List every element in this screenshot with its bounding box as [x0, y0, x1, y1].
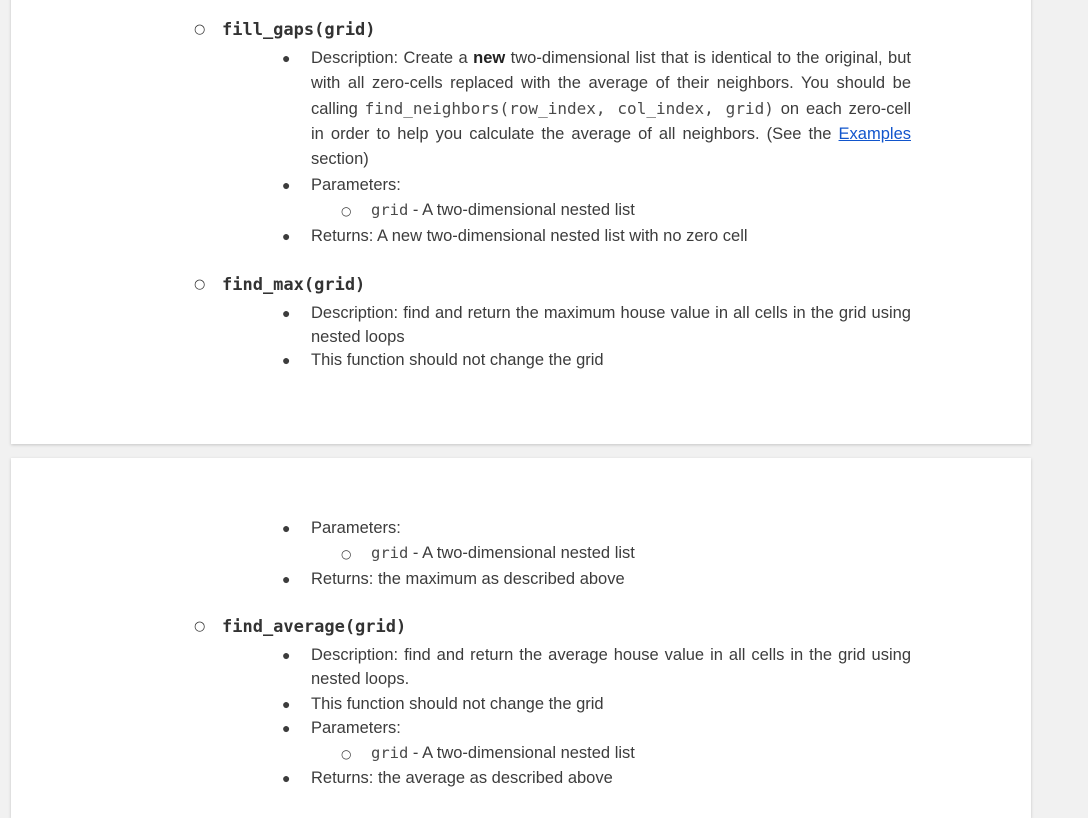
fill-gaps-parameters: ● Parameters: [311, 173, 911, 197]
hollow-bullet-icon: ○ [194, 619, 206, 634]
hollow-bullet-icon: ○ [194, 22, 206, 37]
bullet-icon: ● [282, 520, 291, 536]
find-max-description: ● Description: find and return the maximum house value in all cells in the grid using nested loops [311, 301, 911, 349]
fill-gaps-returns: ● Returns: A new two-dimensional nested list with no zero cell [311, 224, 911, 248]
bullet-icon: ● [282, 720, 291, 736]
bullet-icon: ● [282, 228, 291, 244]
hollow-bullet-icon: ○ [194, 277, 206, 292]
find-max-note: ● This function should not change the grid [311, 348, 911, 372]
fill-gaps-heading: ○ fill_gaps(grid) [194, 20, 376, 40]
bullet-icon: ● [282, 571, 291, 587]
bullet-icon: ● [282, 305, 291, 321]
find-average-note: ● This function should not change the grid [311, 692, 911, 716]
find-max-param-grid: ○ grid - A two-dimensional nested list [371, 541, 635, 565]
hollow-bullet-icon: ○ [341, 547, 352, 561]
examples-link[interactable]: Examples [838, 125, 911, 143]
find-average-returns: ● Returns: the average as described above [311, 766, 911, 790]
bullet-icon: ● [282, 770, 291, 786]
find-average-param-grid: ○ grid - A two-dimensional nested list [371, 741, 635, 765]
bullet-icon: ● [282, 50, 291, 66]
bullet-icon: ● [282, 177, 291, 193]
hollow-bullet-icon: ○ [341, 747, 352, 761]
find-max-parameters: ● Parameters: [311, 516, 911, 540]
bullet-icon: ● [282, 352, 291, 368]
hollow-bullet-icon: ○ [341, 204, 352, 218]
fill-gaps-param-grid: ○ grid - A two-dimensional nested list [371, 198, 635, 222]
find-average-description: ● Description: find and return the average house value in all cells in the grid using nested loops. [311, 643, 911, 691]
document-page-2 [11, 458, 1031, 818]
fill-gaps-description: ● Description: Create a new two-dimensional list that is identical to the original, but with all zero-cells replaced with the average of their neighbors. You should be calling find_neighbors(row_index, col_index, grid) on each zero-cell in order to help you calculate the average of all neighbors. (See the Examples section) [311, 46, 911, 172]
find-max-returns: ● Returns: the maximum as described above [311, 567, 911, 591]
find-max-heading: ○ find_max(grid) [194, 275, 366, 295]
bullet-icon: ● [282, 696, 291, 712]
find-average-heading: ○ find_average(grid) [194, 617, 407, 637]
bullet-icon: ● [282, 647, 291, 663]
document-page-1 [11, 0, 1031, 444]
find-average-parameters: ● Parameters: [311, 716, 911, 740]
